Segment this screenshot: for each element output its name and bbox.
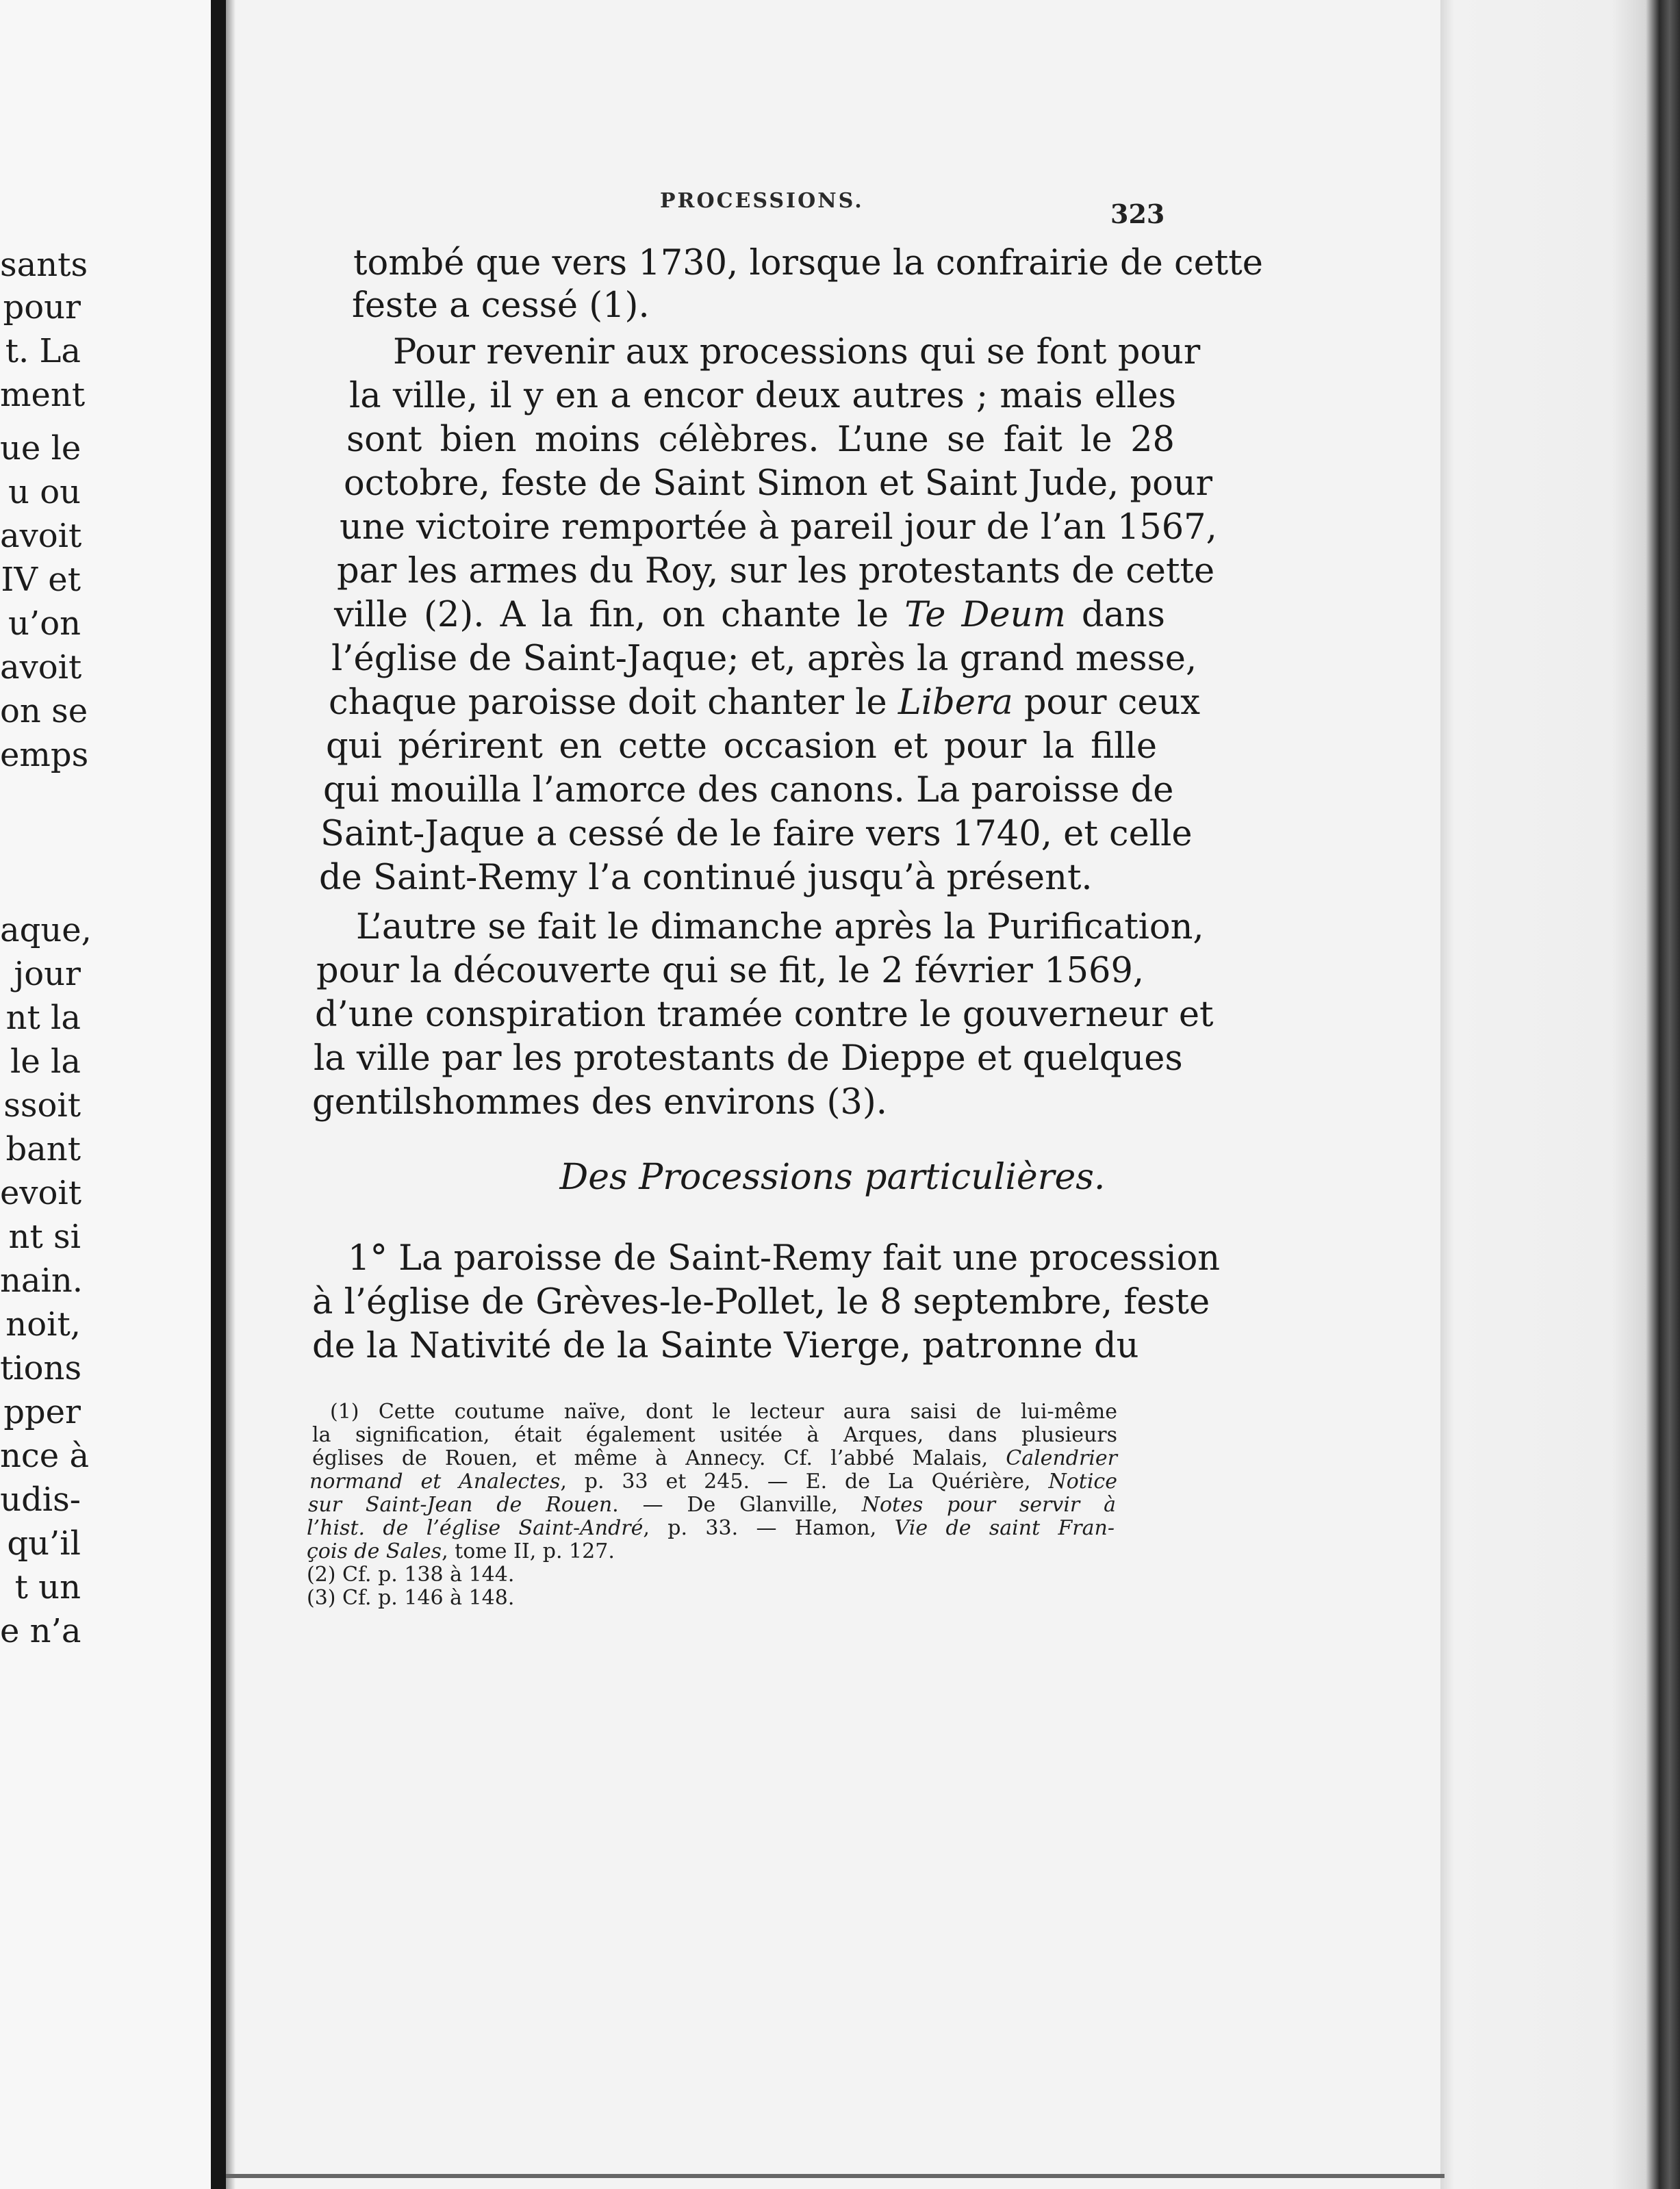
left-page-line-fragment: t un (14, 1568, 81, 1606)
binding-gutter (211, 0, 226, 2189)
line-text: pour ceux (1013, 682, 1201, 723)
body-line: la ville, il y en a encor deux autres ; mais elles (349, 376, 1176, 416)
body-line: tombé que vers 1730, lorsque la confrairie de cette (353, 243, 1263, 283)
footnote-line (312, 1447, 1117, 1470)
cited-title: Calendrier (1006, 1446, 1117, 1470)
left-page-line-fragment: noit, (5, 1305, 81, 1344)
left-page-line-fragment: ssoit (3, 1086, 81, 1125)
footnote-line: (1) Cette coutume naïve, dont le lecteur aura saisi de lui-même (330, 1400, 1117, 1424)
left-page-line-fragment: pour (3, 288, 81, 327)
left-page-line-fragment: le la (10, 1042, 81, 1081)
left-page-line-fragment: tions (0, 1349, 82, 1387)
body-line: octobre, feste de Saint Simon et Saint Jude, pour (344, 463, 1213, 504)
left-page-line-fragment: nt la (5, 999, 81, 1037)
left-page-line-fragment: pper (3, 1393, 81, 1431)
body-line: l’église de Saint-Jaque; et, après la grand messe, (331, 639, 1197, 679)
left-page-line-fragment: sants (0, 246, 88, 284)
page-bottom-edge (226, 2174, 1444, 2178)
left-page-line-fragment: ment (0, 376, 86, 414)
body-line: une victoire remportée à pareil jour de l’an 1567, (340, 507, 1217, 548)
running-head: PROCESSIONS. (660, 189, 864, 213)
line-text: , p. 33 et 245. — E. de La Quérière, (560, 1470, 1049, 1494)
line-text: , p. 33. — Hamon, (643, 1516, 895, 1540)
body-line: 1° La paroisse de Saint-Remy fait une procession (348, 1238, 1221, 1279)
body-line: gentilshommes des environs (3). (312, 1082, 887, 1123)
left-page-line-fragment: ue le (0, 429, 81, 468)
body-line: à l’église de Grèves-le-Pollet, le 8 septembre, feste (312, 1282, 1210, 1322)
cited-title: Notes pour servir à (861, 1493, 1117, 1517)
footnote-line: la signification, était également usitée à Arques, dans plusieurs (312, 1423, 1117, 1447)
left-page-line-fragment: nt si (8, 1218, 81, 1256)
left-page-line-fragment: nain. (0, 1262, 84, 1300)
left-page-line-fragment: jour (14, 955, 81, 993)
cited-title: çois de Sales (307, 1539, 442, 1563)
page-number: 323 (1110, 199, 1165, 229)
footnote-3: (3) Cf. p. 146 à 148. (307, 1586, 515, 1610)
line-text: dans (1065, 595, 1165, 635)
left-page-line-fragment: avoit (0, 648, 82, 687)
line-text: . — De Glanville, (612, 1493, 862, 1517)
body-line: sont bien moins célèbres. L’une se fait le 28 (346, 420, 1175, 460)
body-line (334, 594, 1165, 637)
left-page-line-fragment: qu’il (7, 1524, 81, 1563)
left-page-line-fragment: udis- (0, 1481, 81, 1519)
left-page-line-fragment: u’on (8, 604, 81, 643)
body-line: qui mouilla l’amorce des canons. La paroisse de (323, 770, 1174, 810)
left-page-line-fragment: evoit (0, 1174, 82, 1212)
left-page-line-fragment: bant (5, 1130, 81, 1168)
left-page-line-fragment: e n’a (0, 1612, 81, 1650)
facing-page-left (0, 0, 211, 2189)
left-page-line-fragment: u ou (8, 473, 81, 511)
left-page-line-fragment: emps (0, 736, 89, 774)
body-line: Pour revenir aux processions qui se font pour (393, 332, 1201, 372)
page-edge-right (1440, 0, 1680, 2189)
line-text: ville (2). A la fin, on chante le (334, 595, 889, 635)
body-line: de Saint-Remy l’a continué jusqu’à présent. (319, 858, 1093, 898)
body-line: qui périrent en cette occasion et pour la fille (326, 726, 1157, 767)
page (236, 0, 1440, 2189)
section-heading: Des Processions particulières. (559, 1157, 1106, 1198)
left-page-line-fragment: on se (0, 692, 88, 730)
line-text: chaque paroisse doit chanter le (329, 682, 887, 723)
footnote-line (307, 1517, 1115, 1540)
body-line: de la Nativité de la Sainte Vierge, patronne du (312, 1326, 1139, 1366)
body-line: d’une conspiration tramée contre le gouverneur et (315, 995, 1214, 1035)
gutter-shadow (226, 0, 236, 2189)
body-line: feste a cessé (1). (352, 285, 650, 326)
cited-title: l’hist. de l’église Saint-André (307, 1516, 644, 1540)
left-page-line-fragment: avoit (0, 517, 82, 555)
left-page-line-fragment: nce à (0, 1437, 90, 1475)
left-page-line-fragment: IV et (1, 561, 81, 599)
footnote-line (308, 1494, 1116, 1517)
cited-title: sur Saint-Jean de Rouen (308, 1493, 613, 1517)
latin-title: Te Deum (904, 595, 1066, 635)
body-line (329, 682, 1201, 724)
body-line: la ville par les protestants de Dieppe et quelques (314, 1038, 1183, 1079)
latin-title: Libera (898, 682, 1013, 723)
footnote-2: (2) Cf. p. 138 à 144. (307, 1563, 515, 1587)
body-line: Saint-Jaque a cessé de le faire vers 1740, et celle (320, 814, 1193, 854)
footnote-line (309, 1470, 1117, 1494)
body-line: L’autre se fait le dimanche après la Purification, (356, 907, 1204, 947)
body-line: pour la découverte qui se fit, le 2 février 1569, (316, 951, 1145, 991)
cited-title: Notice (1048, 1470, 1117, 1494)
cited-title: Vie de saint Fran- (894, 1516, 1115, 1540)
left-page-line-fragment: aque, (0, 911, 92, 949)
line-text: églises de Rouen, et même à Annecy. Cf. l’abbé Malais, (312, 1446, 1006, 1470)
line-text: , tome II, p. 127. (442, 1539, 615, 1563)
footnote-line (307, 1540, 1115, 1563)
left-page-line-fragment: t. La (5, 332, 81, 370)
cited-title: normand et Analectes (309, 1470, 561, 1494)
body-line: par les armes du Roy, sur les protestants de cette (337, 551, 1215, 591)
